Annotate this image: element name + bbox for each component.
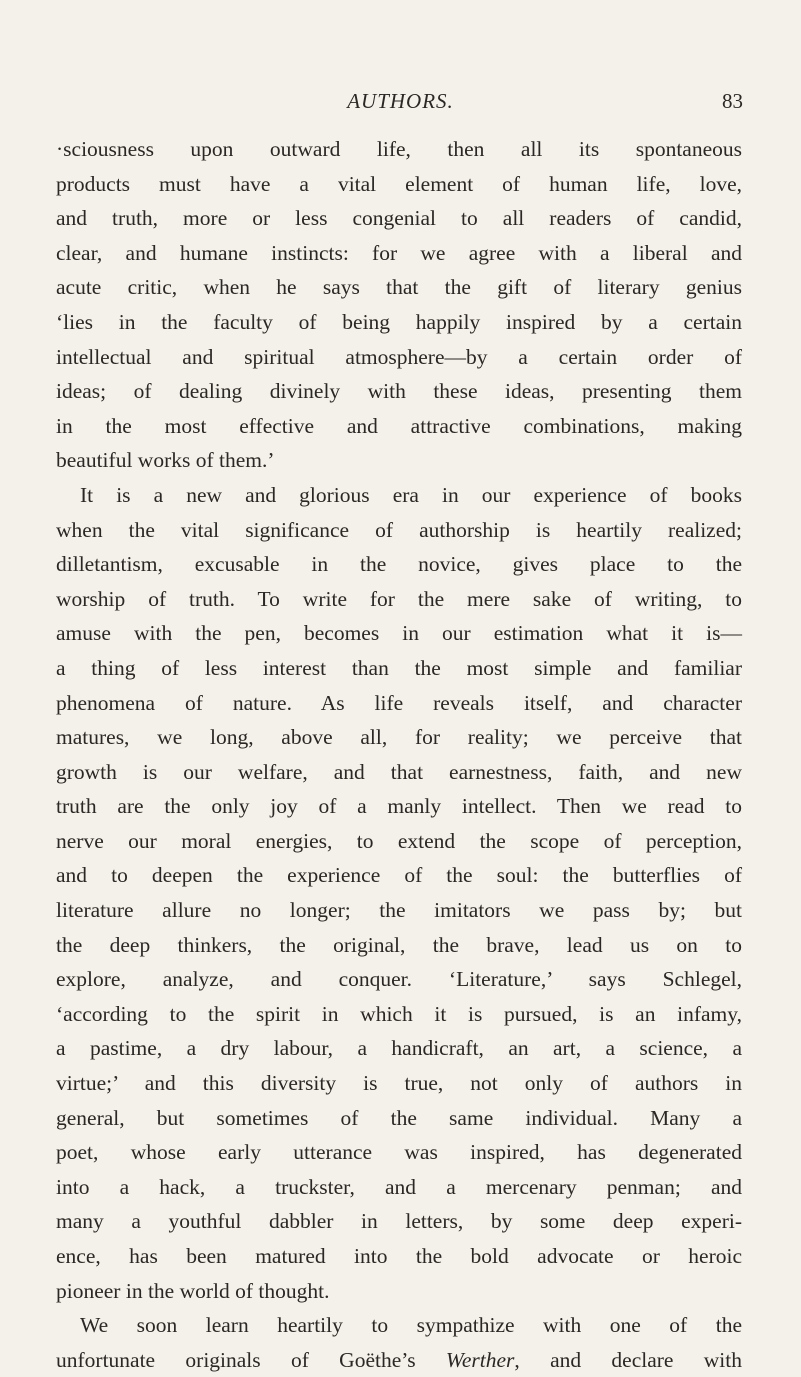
text-line: explore, analyze, and conquer. ‘Literature,’ says Schlegel, (56, 967, 742, 992)
text-line: pioneer in the world of thought. (56, 1278, 330, 1303)
book-title: Werther (445, 1347, 515, 1372)
page-number: 83 (722, 89, 743, 113)
line-text-continued: , and declare with (514, 1347, 742, 1372)
text-line: ideas; of dealing divinely with these ideas, presenting them (56, 379, 742, 404)
text-line: poet, whose early utterance was inspired, has degenerated (56, 1140, 742, 1165)
text-line: and truth, more or less congenial to all readers of candid, (56, 206, 742, 231)
text-line: literature allure no longer; the imitators we pass by; but (56, 898, 742, 923)
text-line: ‘according to the spirit in which it is pursued, is an infamy, (56, 1001, 742, 1026)
text-line: clear, and humane instincts: for we agree with a liberal and (56, 240, 742, 265)
text-line: dilletantism, excusable in the novice, gives place to the (56, 552, 742, 577)
text-line: worship of truth. To write for the mere sake of writing, to (56, 586, 742, 611)
text-line (56, 1343, 742, 1377)
text-line: products must have a vital element of human life, love, (56, 171, 742, 196)
text-line: a thing of less interest than the most simple and familiar (56, 655, 742, 680)
running-head (0, 86, 801, 116)
text-line: We soon learn heartily to sympathize with one of the (80, 1313, 742, 1338)
text-line: nerve our moral energies, to extend the scope of perception, (56, 828, 742, 853)
text-line: general, but sometimes of the same individual. Many a (56, 1105, 742, 1130)
line-text: unfortunate originals of Goëthe’s (56, 1347, 416, 1372)
text-line: ·sciousness upon outward life, then all its spontaneous (56, 137, 742, 161)
text-line: truth are the only joy of a manly intellect. Then we read to (56, 794, 742, 819)
text-line: when the vital significance of authorship is heartily realized; (56, 517, 742, 542)
text-line: virtue;’ and this diversity is true, not only of authors in (56, 1071, 742, 1096)
text-line: ‘lies in the faculty of being happily inspired by a certain (56, 309, 742, 334)
text-line: ence, has been matured into the bold advocate or heroic (56, 1244, 742, 1268)
text-line: amuse with the pen, becomes in our estimation what it is— (56, 621, 742, 646)
text-line: intellectual and spiritual atmosphere—by a certain order of (56, 344, 742, 369)
body-text (56, 132, 742, 1377)
running-title: AUTHORS. (347, 89, 454, 113)
text-line: the deep thinkers, the original, the brave, lead us on to (56, 932, 742, 957)
text-line: many a youthful dabbler in letters, by some deep experi- (56, 1209, 742, 1234)
text-line: phenomena of nature. As life reveals itself, and character (56, 690, 742, 715)
text-line: into a hack, a truckster, and a mercenary penman; and (56, 1174, 742, 1199)
text-line: a pastime, a dry labour, a handicraft, an art, a science, a (56, 1036, 742, 1061)
text-line: in the most effective and attractive combinations, making (56, 413, 742, 438)
text-line: growth is our welfare, and that earnestness, faith, and new (56, 759, 742, 784)
text-line: It is a new and glorious era in our experience of books (80, 482, 742, 507)
text-line: and to deepen the experience of the soul: the butterflies of (56, 863, 742, 888)
text-line: acute critic, when he says that the gift of literary genius (56, 275, 742, 300)
text-line: beautiful works of them.’ (56, 448, 275, 473)
text-line: matures, we long, above all, for reality; we perceive that (56, 725, 742, 750)
